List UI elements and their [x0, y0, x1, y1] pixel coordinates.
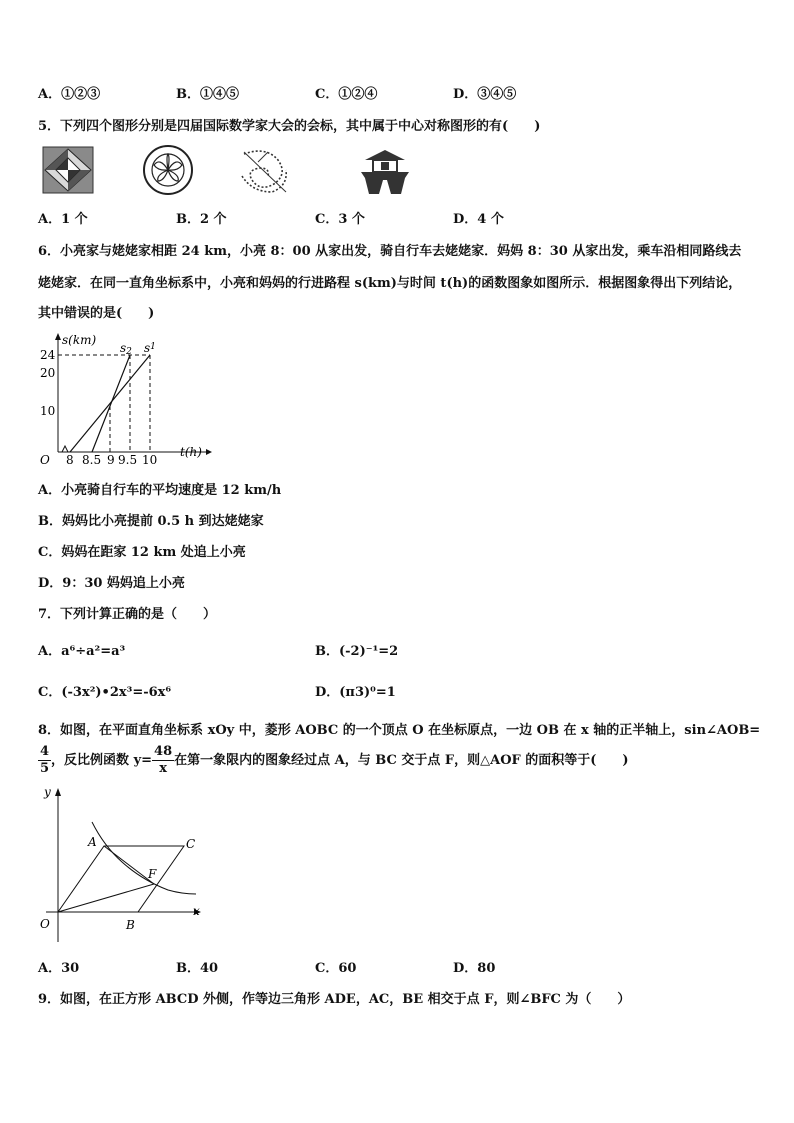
- q7-option-b: B．(-2)⁻¹=2: [315, 644, 399, 659]
- q6-option-a: A．小亮骑自行车的平均速度是 12 km/h: [38, 483, 282, 498]
- q8-option-c: C．60: [315, 961, 357, 976]
- q8-option-b: B．40: [176, 961, 219, 976]
- q6-stem-line3: 其中错误的是( ): [38, 306, 155, 321]
- q4-option-c: C．①②④: [315, 87, 378, 102]
- q8-line-of: [58, 884, 154, 912]
- q6-option-d: D．9：30 妈妈追上小亮: [38, 576, 185, 591]
- q6-ytick-24: 24: [40, 348, 56, 362]
- q8-fraction-function: $\frac{48}{x}$: [154, 744, 173, 776]
- q6-s2-line: [92, 355, 130, 452]
- spiral-dotted-logo-icon: [238, 146, 292, 196]
- q8-fraction-sin: $\frac{4}{5}$: [40, 744, 50, 776]
- q6-xtick-9-5: 9.5: [118, 453, 138, 466]
- pavilion-logo-icon: [357, 146, 413, 196]
- q8-hyperbola: [92, 822, 196, 894]
- q7-option-a: A．a⁶÷a²=a³: [38, 644, 126, 659]
- q6-xtick-8-5: 8.5: [82, 453, 102, 466]
- q6-xtick-9: 9: [107, 453, 115, 466]
- q4-option-b: B．①④⑤: [176, 87, 239, 102]
- q4-option-a: A．①②③: [38, 87, 101, 102]
- q6-stem-line1: 6．小亮家与姥姥家相距 24 km，小亮 8：00 从家出发，骑自行车去姥姥家．妈妈 8：30 从家出发，乘车沿相同路线去: [38, 244, 742, 259]
- q6-s1-label: $s^1$: [144, 341, 156, 355]
- q8-c-label: C: [186, 837, 196, 851]
- q6-y-label: s(km): [62, 333, 97, 347]
- q6-ytick-10: 10: [40, 404, 56, 418]
- q6-s2-label: s2: [120, 341, 132, 357]
- q8-rhombus: [58, 846, 184, 912]
- q8-y-label: y: [44, 785, 51, 799]
- q8-b-label: B: [126, 918, 135, 932]
- q6-origin-label: O: [40, 453, 50, 466]
- q4-option-d: D．③④⑤: [453, 87, 517, 102]
- q7-stem: 7．下列计算正确的是（ ）: [38, 607, 217, 622]
- q9-stem: 9．如图，在正方形 ABCD 外侧，作等边三角形 ADE，AC，BE 相交于点 F，则∠BFC 为（ ）: [38, 992, 631, 1007]
- q5-option-c: C．3 个: [315, 212, 365, 227]
- q6-ytick-20: 20: [40, 366, 56, 380]
- q7-option-d: D．(π3)⁰=1: [315, 685, 396, 700]
- q8-o-label: O: [40, 917, 50, 931]
- q8-f-label: F: [148, 867, 157, 881]
- q6-stem-line2: 姥姥家．在同一直角坐标系中，小亮和妈妈的行进路程 s(km)与时间 t(h)的函数图象如图所示．根据图象得出下列结论，: [38, 276, 742, 291]
- circle-flower-logo-icon: [142, 145, 194, 195]
- q6-option-b: B．妈妈比小亮提前 0.5 h 到达姥姥家: [38, 514, 264, 529]
- q6-function-graph: [36, 330, 216, 466]
- q8-a-label: A: [88, 835, 97, 849]
- q8-x-label: x: [193, 904, 200, 918]
- q6-xtick-8: 8: [66, 453, 74, 466]
- q7-option-c: C．(-3x²)•2x³=-6x⁶: [38, 685, 172, 700]
- tiled-square-logo-icon: [42, 146, 94, 194]
- q8-rhombus-graph: [36, 784, 206, 944]
- q5-option-b: B．2 个: [176, 212, 227, 227]
- q8-option-a: A．30: [38, 961, 80, 976]
- q8-option-d: D．80: [453, 961, 496, 976]
- q5-option-d: D．4 个: [453, 212, 504, 227]
- q6-option-c: C．妈妈在距家 12 km 处追上小亮: [38, 545, 246, 560]
- q8-stem-line1: 8．如图，在平面直角坐标系 xOy 中，菱形 AOBC 的一个顶点 O 在坐标原点，一边 OB 在 x 轴的正半轴上，sin∠AOB=: [38, 723, 761, 738]
- q6-xtick-10: 10: [142, 453, 158, 466]
- q6-x-label: t(h): [180, 445, 202, 459]
- q5-option-a: A．1 个: [38, 212, 88, 227]
- q5-stem: 5．下列四个图形分别是四届国际数学家大会的会标，其中属于中心对称图形的有( ): [38, 119, 541, 134]
- q8-stem-line2: $\frac{4}{5}$ ，反比例函数 y= $\frac{48}{x}$ 在第一象限内的图象经过点 A，与 BC 交于点 F，则△AOF 的面积等于( ): [40, 744, 629, 776]
